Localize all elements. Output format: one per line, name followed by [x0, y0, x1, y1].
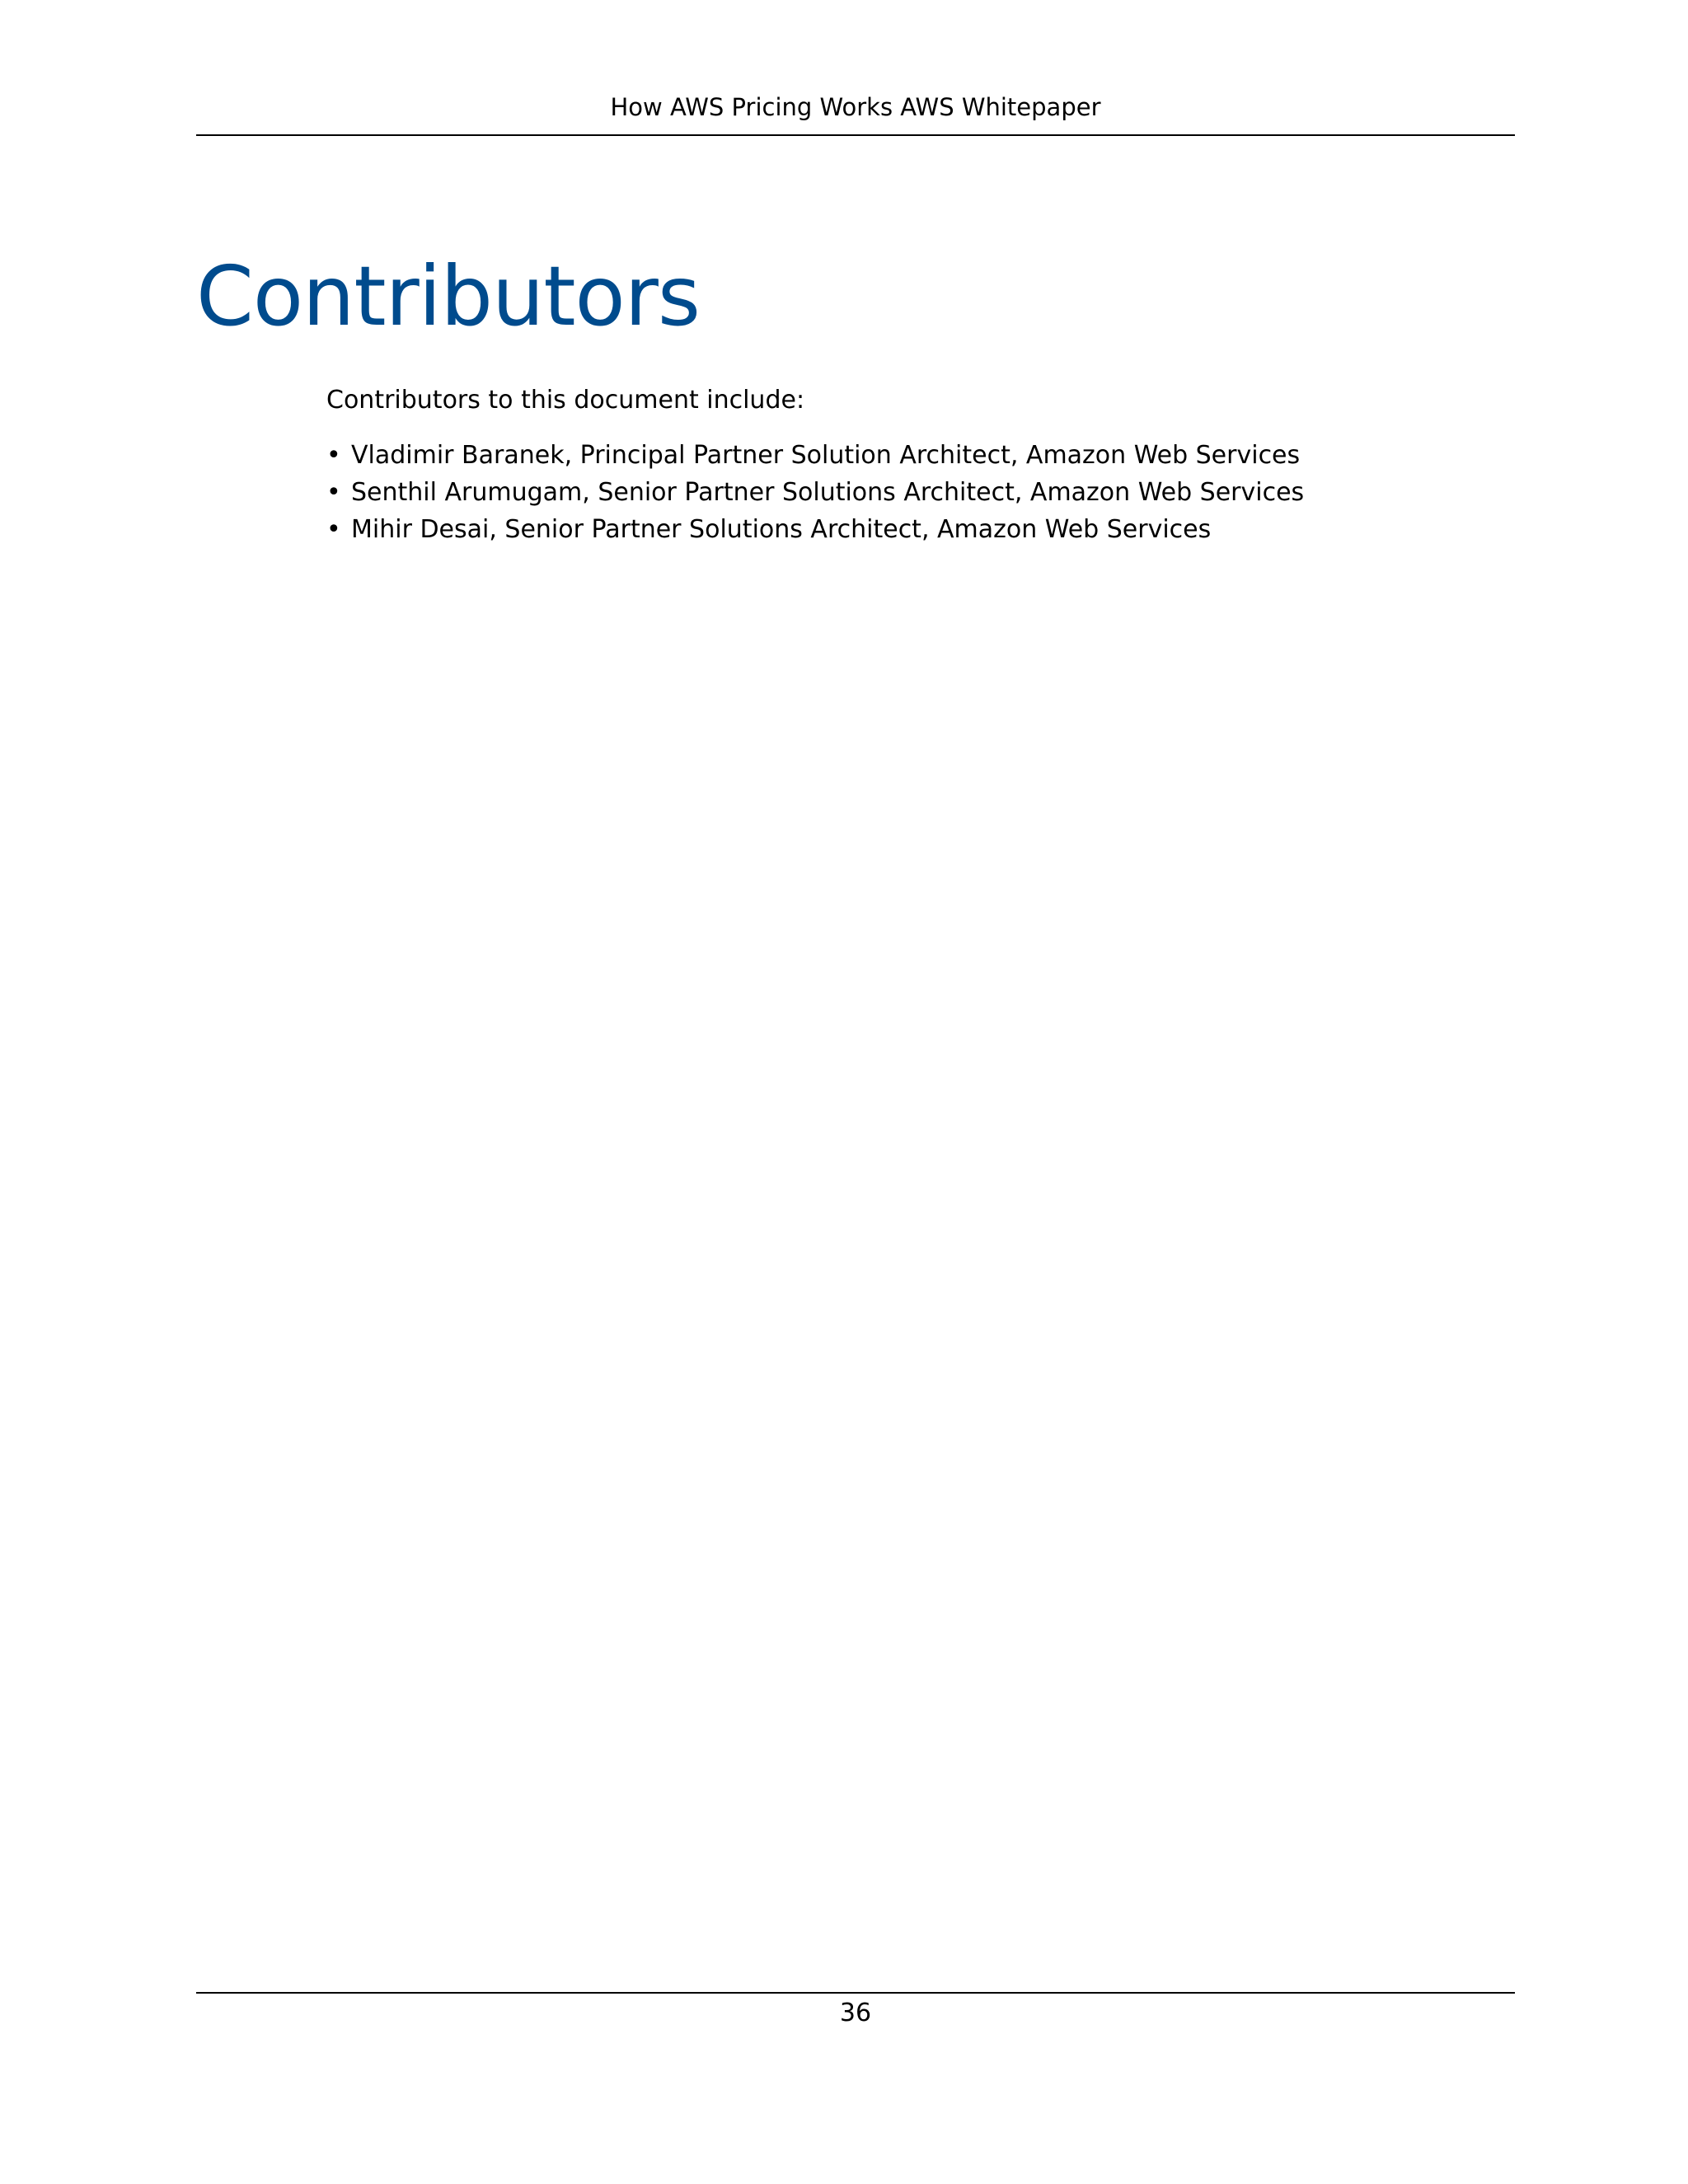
- contributor-name: Vladimir Baranek, Principal Partner Solution Architect, Amazon Web Services: [351, 441, 1301, 470]
- list-item: [326, 511, 1304, 548]
- list-item: [326, 474, 1304, 511]
- header-divider: [196, 134, 1515, 136]
- list-item: [326, 437, 1304, 474]
- footer-divider: [196, 1992, 1515, 1994]
- bullet-icon: •: [326, 515, 341, 544]
- page-title: Contributors: [196, 248, 700, 344]
- running-header: How AWS Pricing Works AWS Whitepaper: [610, 93, 1101, 121]
- intro-text: Contributors to this document include:: [326, 386, 805, 415]
- page-number: 36: [839, 1999, 872, 2027]
- contributor-name: Mihir Desai, Senior Partner Solutions Architect, Amazon Web Services: [351, 515, 1212, 544]
- bullet-icon: •: [326, 441, 341, 470]
- bullet-icon: •: [326, 478, 341, 507]
- contributor-list: [326, 437, 1304, 548]
- contributor-name: Senthil Arumugam, Senior Partner Solutions Architect, Amazon Web Services: [351, 478, 1305, 507]
